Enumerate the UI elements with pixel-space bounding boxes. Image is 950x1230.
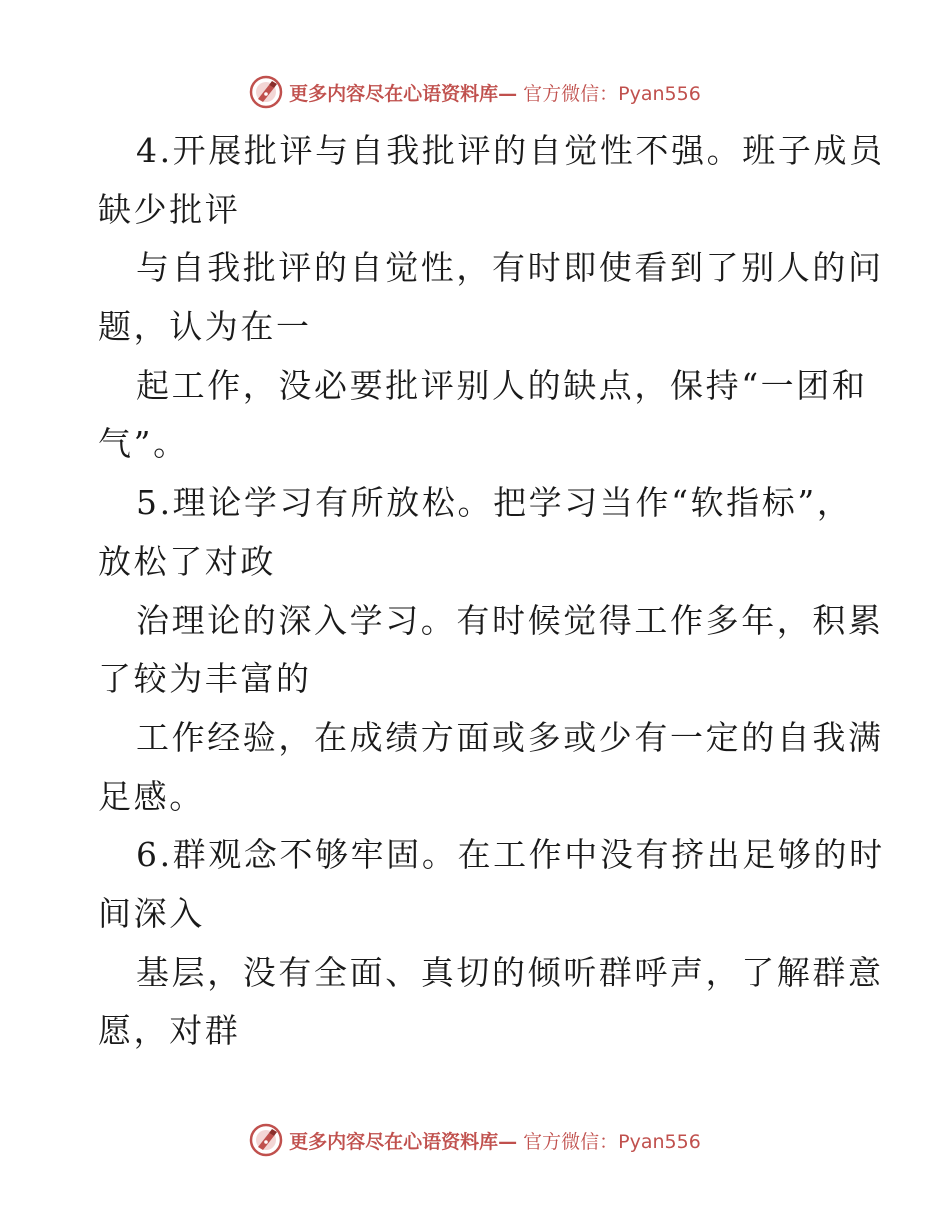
text-line: 足感。 [98,776,205,816]
text-line: 起工作，没必要批评别人的缺点，保持“一团和 [136,365,868,405]
text-line: 5.理论学习有所放松。把学习当作“软指标”， [136,483,853,523]
banner-wechat-contact: 官方微信：Pyan556 [523,1130,701,1153]
header-banner [0,72,950,112]
text-line: 放松了对政 [98,541,276,581]
pen-nib-logo-icon [249,75,283,109]
pen-nib-logo-icon [249,1123,283,1157]
footer-banner [0,1120,950,1160]
text-line: 6.群观念不够牢固。在工作中没有挤出足够的时 [136,835,885,875]
text-line: 工作经验，在成绩方面或多或少有一定的自我满 [136,717,884,757]
banner-promo-text: 更多内容尽在心语资料库— [289,82,518,105]
text-line: 间深入 [98,893,205,933]
document-body [98,122,885,1061]
banner-promo-text: 更多内容尽在心语资料库— [289,1130,518,1153]
text-line: 4.开展批评与自我批评的自觉性不强。班子成员 [136,131,885,170]
text-line: 与自我批评的自觉性，有时即使看到了别人的问 [136,248,884,288]
text-line: 气”。 [98,424,189,464]
banner-wechat-contact: 官方微信：Pyan556 [523,82,701,105]
text-line: 基层，没有全面、真切的倾听群呼声，了解群意 [136,952,884,992]
text-line: 愿，对群 [98,1011,241,1051]
text-line: 治理论的深入学习。有时候觉得工作多年，积累 [136,600,884,640]
text-line: 缺少批评 [98,189,241,229]
text-line: 了较为丰富的 [98,659,312,699]
text-line: 题，认为在一 [98,307,312,347]
